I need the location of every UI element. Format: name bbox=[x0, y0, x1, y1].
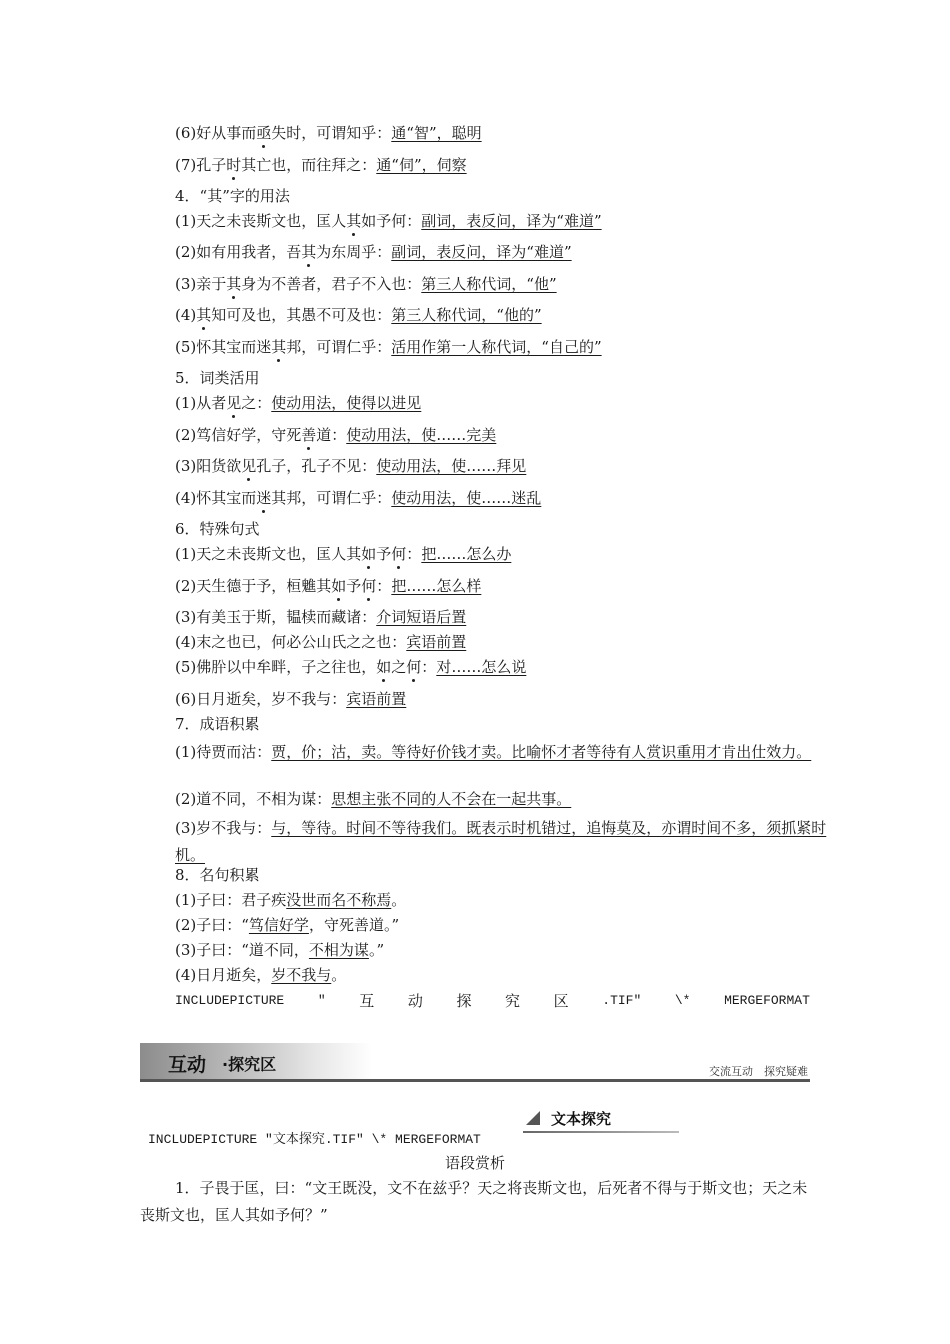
answer-text: 把……怎么样 bbox=[391, 577, 482, 595]
line-text: (1)天之未丧斯文也，匡人其 bbox=[175, 545, 362, 563]
line-text: (4)末之也已，何必公山氏之之也： bbox=[175, 633, 407, 651]
line-text: (3)有美玉于斯，韫椟而藏诸： bbox=[175, 608, 377, 626]
field-code-token: 互 bbox=[359, 992, 375, 1010]
vocab-line bbox=[140, 689, 845, 709]
line-text: 身为不善者，君子不入也： bbox=[241, 275, 422, 293]
line-text: ： bbox=[376, 577, 392, 595]
vocab-line bbox=[140, 544, 845, 564]
field-code-token: MERGEFORMAT bbox=[724, 993, 810, 1008]
line-text: 道： bbox=[316, 426, 347, 444]
line-text: (4) bbox=[175, 306, 197, 324]
line-text: 知可及也，其愚不可及也： bbox=[211, 306, 392, 324]
idiom-line bbox=[140, 815, 845, 869]
section-heading: 8．名句积累 bbox=[175, 866, 260, 884]
answer-text: 通“智”，聪明 bbox=[391, 124, 482, 142]
line-text: (1)从者 bbox=[175, 394, 227, 412]
line-text: 为东周乎： bbox=[316, 243, 392, 261]
line-text: 。” bbox=[368, 941, 385, 959]
line-text: 予 bbox=[346, 577, 362, 595]
line-text: ： bbox=[421, 658, 437, 676]
emphasized-char: 何 bbox=[361, 577, 377, 595]
answer-text: 宾语前置 bbox=[406, 633, 467, 651]
line-text: (1)天之未丧斯文也，匡人 bbox=[175, 212, 347, 230]
emphasized-char: 何 bbox=[406, 658, 422, 676]
field-code-line bbox=[148, 1128, 818, 1150]
answer-text: 宾语前置 bbox=[346, 690, 407, 708]
line-text: 予 bbox=[376, 545, 392, 563]
line-text: 。 bbox=[331, 966, 347, 984]
answer-text: 使动用法，使得以进见 bbox=[271, 394, 422, 412]
section-heading: 5．词类活用 bbox=[175, 369, 260, 387]
idiom-line bbox=[140, 739, 845, 766]
answer-text: 把……怎么办 bbox=[421, 545, 512, 563]
emphasized-char: 见 bbox=[241, 457, 257, 475]
answer-text: 与，等待。时间不等待我们。既表示时机错过，追悔莫及，亦谓时间不多，须抓紧时机。 bbox=[175, 819, 827, 864]
line-text: 。 bbox=[391, 891, 407, 909]
passage-paragraph: 1．子畏于匡，曰：“文王既没，文不在兹乎？天之将丧斯文也，后死者不得与于斯文也；天之未丧斯文也，匡人其如予何？” bbox=[140, 1179, 808, 1224]
line-text: ，守死善道。” bbox=[308, 916, 400, 934]
vocab-line bbox=[140, 242, 845, 262]
line-text: 失时，可谓知乎： bbox=[271, 124, 392, 142]
line-text: (3)岁不我与： bbox=[175, 819, 272, 837]
answer-text: 通“伺”，伺察 bbox=[376, 156, 467, 174]
emphasized-char: 亟 bbox=[256, 124, 272, 142]
emphasized-char: 迷 bbox=[256, 489, 272, 507]
answer-text: 没世而名不称焉 bbox=[286, 891, 392, 909]
vocab-line bbox=[140, 274, 845, 294]
section-banner bbox=[140, 1043, 810, 1083]
banner-title: 互动 bbox=[168, 1054, 207, 1076]
emphasized-char: 其 bbox=[301, 243, 317, 261]
line-text: (1)待贾而沽： bbox=[175, 743, 272, 761]
line-text: (6)好从事而 bbox=[175, 124, 257, 142]
line-text: 如予何： bbox=[361, 212, 422, 230]
line-text: (5)佛肸以中牟畔，子之往也， bbox=[175, 658, 377, 676]
emphasized-char: 其 bbox=[226, 275, 242, 293]
answer-text: 介词短语后置 bbox=[376, 608, 467, 626]
answer-text: 副词，表反问，译为“难道” bbox=[391, 243, 572, 261]
field-code-token: 区 bbox=[553, 992, 569, 1010]
answer-text: 第三人称代词，“他” bbox=[421, 275, 557, 293]
answer-text: 贾，价；沽，卖。等待好价钱才卖。比喻怀才者等待有人赏识重用才肯出仕效力。 bbox=[271, 743, 812, 761]
section-heading: 7．成语积累 bbox=[175, 715, 260, 733]
quote-line bbox=[140, 940, 845, 960]
answer-text: 对……怎么说 bbox=[436, 658, 527, 676]
line-text: (3)亲于 bbox=[175, 275, 227, 293]
answer-text: 使动用法，使……拜见 bbox=[376, 457, 527, 475]
section-heading: 6．特殊句式 bbox=[175, 520, 260, 538]
line-text: 其亡也，而往拜之： bbox=[241, 156, 377, 174]
answer-text: 思想主张不同的人不会在一起共事。 bbox=[331, 790, 572, 808]
line-text: 其邦，可谓仁乎： bbox=[271, 489, 392, 507]
emphasized-char: 善 bbox=[301, 426, 317, 444]
tag-underline bbox=[523, 1131, 679, 1133]
emphasized-char: 其 bbox=[196, 306, 212, 324]
field-code-text: INCLUDEPICTURE "文本探究.TIF" \* MERGEFORMAT bbox=[148, 1132, 481, 1147]
line-text: (4)怀其宝而 bbox=[175, 489, 257, 507]
field-code-token: 究 bbox=[505, 992, 521, 1010]
vocab-line bbox=[140, 393, 845, 413]
vocab-line bbox=[140, 632, 845, 652]
field-code-token: .TIF" bbox=[602, 993, 642, 1008]
line-text: (2)笃信好学，守死 bbox=[175, 426, 302, 444]
banner-rule bbox=[140, 1079, 810, 1082]
answer-text: 副词，表反问，译为“难道” bbox=[421, 212, 602, 230]
line-text: (3)阳货欲 bbox=[175, 457, 242, 475]
banner-subtitle: ·探究区 bbox=[222, 1055, 277, 1074]
vocab-line bbox=[140, 576, 845, 596]
answer-text: 使动用法，使……完美 bbox=[346, 426, 497, 444]
emphasized-char: 何 bbox=[391, 545, 407, 563]
emphasized-char: 如 bbox=[361, 545, 377, 563]
vocab-line bbox=[140, 488, 845, 508]
line-text: (2)如有用我者，吾 bbox=[175, 243, 302, 261]
line-text: (4)日月逝矣， bbox=[175, 966, 272, 984]
answer-text: 不相为谋 bbox=[308, 941, 369, 959]
vocab-line bbox=[140, 123, 845, 143]
sub-heading: 语段赏析 bbox=[444, 1154, 505, 1172]
line-text: (2)天生德于予，桓魋其 bbox=[175, 577, 332, 595]
quote-line bbox=[140, 890, 845, 910]
vocab-line bbox=[140, 425, 845, 445]
field-code-token: " bbox=[317, 993, 326, 1008]
field-code-token: 探 bbox=[456, 992, 472, 1010]
triangle-icon bbox=[526, 1111, 540, 1125]
field-code-token: \* bbox=[674, 993, 691, 1008]
emphasized-char: 如 bbox=[331, 577, 347, 595]
vocab-line bbox=[140, 211, 845, 231]
emphasized-char: 其 bbox=[271, 338, 287, 356]
answer-text: 第三人称代词，“他的” bbox=[391, 306, 542, 324]
vocab-line bbox=[140, 337, 845, 357]
answer-text: 岁不我与 bbox=[271, 966, 332, 984]
line-text: 之： bbox=[241, 394, 272, 412]
field-code-token: 动 bbox=[407, 992, 423, 1010]
quote-line bbox=[140, 915, 845, 935]
field-code-token: INCLUDEPICTURE bbox=[175, 993, 285, 1008]
answer-text: 笃信好学 bbox=[248, 916, 309, 934]
emphasized-char: 时 bbox=[226, 156, 242, 174]
line-text: (5)怀其宝而迷 bbox=[175, 338, 272, 356]
idiom-line bbox=[140, 789, 845, 809]
emphasized-char: 如 bbox=[376, 658, 392, 676]
field-code-line bbox=[140, 991, 810, 1011]
emphasized-char: 见 bbox=[226, 394, 242, 412]
vocab-line bbox=[140, 305, 845, 325]
line-text: (3)子曰：“道不同， bbox=[175, 941, 309, 959]
line-text: (1)子曰：君子疾 bbox=[175, 891, 287, 909]
answer-text: 使动用法，使……迷乱 bbox=[391, 489, 542, 507]
tag-label: 文本探究 bbox=[551, 1110, 612, 1128]
vocab-line bbox=[140, 456, 845, 476]
line-text: 邦，可谓仁乎： bbox=[286, 338, 392, 356]
line-text: 之 bbox=[391, 658, 407, 676]
line-text: 孔子，孔子不见： bbox=[256, 457, 377, 475]
banner-caption: 交流互动 探究疑难 bbox=[709, 1065, 808, 1078]
vocab-line bbox=[140, 607, 845, 627]
text-inquiry-tag bbox=[523, 1107, 679, 1133]
answer-text: 活用作第一人称代词，“自己的” bbox=[391, 338, 602, 356]
emphasized-char: 其 bbox=[346, 212, 362, 230]
vocab-line bbox=[140, 657, 845, 677]
line-text: (2)子曰：“ bbox=[175, 916, 249, 934]
line-text: (2)道不同，不相为谋： bbox=[175, 790, 332, 808]
vocab-line bbox=[140, 155, 845, 175]
section-heading: 4．“其”字的用法 bbox=[175, 187, 290, 205]
line-text: (6)日月逝矣，岁不我与： bbox=[175, 690, 347, 708]
line-text: (7)孔子 bbox=[175, 156, 227, 174]
quote-line bbox=[140, 965, 845, 985]
line-text: ： bbox=[406, 545, 422, 563]
